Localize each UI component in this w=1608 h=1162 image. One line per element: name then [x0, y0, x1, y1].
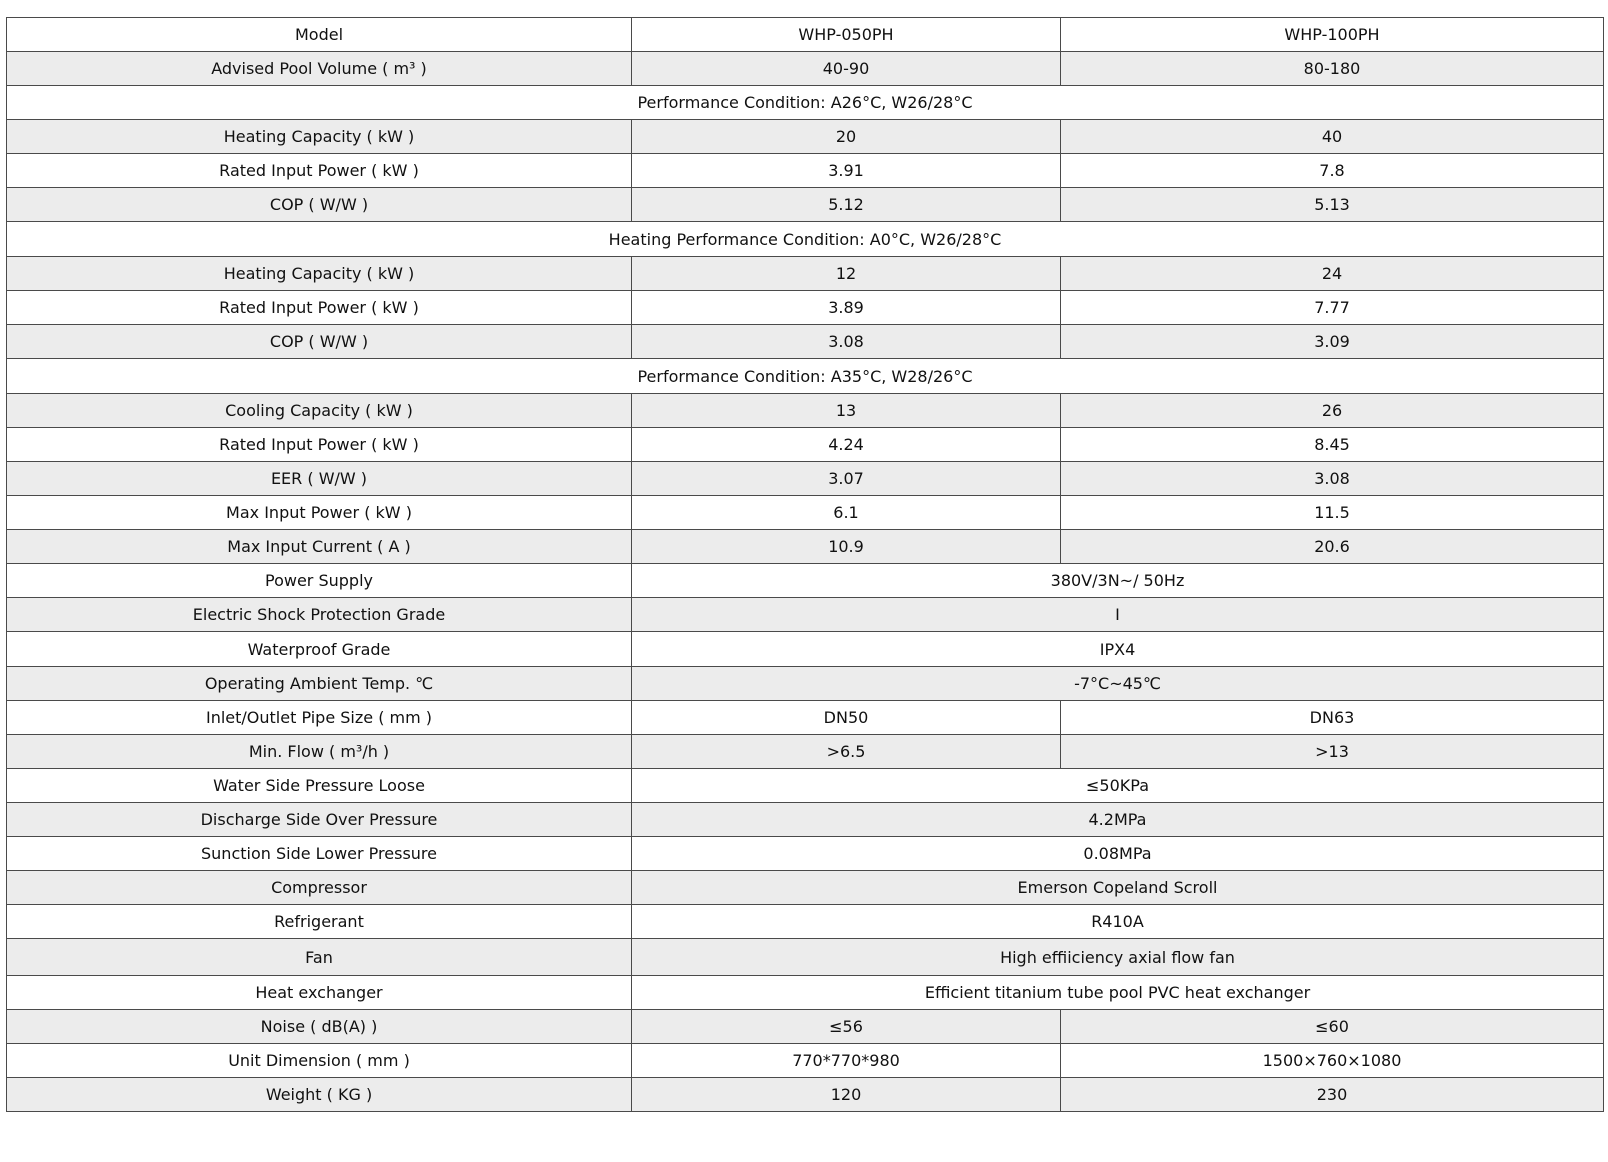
spec-label-cell: Compressor: [7, 871, 632, 905]
spec-row: [7, 1078, 1604, 1112]
spec-value-cell: >6.5: [632, 735, 1061, 769]
spec-row: [7, 905, 1604, 939]
spec-row: [7, 496, 1604, 530]
spec-row: [7, 428, 1604, 462]
spec-label-cell: Inlet/Outlet Pipe Size ( mm ): [7, 701, 632, 735]
spec-label-cell: Unit Dimension ( mm ): [7, 1044, 632, 1078]
spec-row: [7, 1010, 1604, 1044]
spec-value-cell: 8.45: [1061, 428, 1604, 462]
spec-label-cell: Operating Ambient Temp. ℃: [7, 667, 632, 701]
spec-label-cell: Discharge Side Over Pressure: [7, 803, 632, 837]
spec-shared-value-cell: 4.2MPa: [632, 803, 1604, 837]
spec-label-cell: COP ( W/W ): [7, 325, 632, 359]
spec-label-cell: Sunction Side Lower Pressure: [7, 837, 632, 871]
section-title-cell: Performance Condition: A35°C, W28/26°C: [7, 359, 1604, 394]
spec-value-cell: 20: [632, 120, 1061, 154]
spec-value-cell: >13: [1061, 735, 1604, 769]
spec-value-cell: 40-90: [632, 52, 1061, 86]
spec-value-cell: 1500×760×1080: [1061, 1044, 1604, 1078]
spec-label-cell: Rated Input Power ( kW ): [7, 291, 632, 325]
spec-label-cell: Water Side Pressure Loose: [7, 769, 632, 803]
spec-value-cell: 4.24: [632, 428, 1061, 462]
spec-label-cell: Power Supply: [7, 564, 632, 598]
spec-value-cell: 12: [632, 257, 1061, 291]
spec-label-cell: Cooling Capacity ( kW ): [7, 394, 632, 428]
spec-value-cell: 5.12: [632, 188, 1061, 222]
spec-value-cell: 6.1: [632, 496, 1061, 530]
spec-label-cell: EER ( W/W ): [7, 462, 632, 496]
spec-label-cell: Rated Input Power ( kW ): [7, 428, 632, 462]
spec-label-cell: Fan: [7, 939, 632, 976]
spec-row: [7, 803, 1604, 837]
spec-label-cell: Max Input Power ( kW ): [7, 496, 632, 530]
spec-row: [7, 257, 1604, 291]
spec-value-cell: 770*770*980: [632, 1044, 1061, 1078]
section-header-row: [7, 359, 1604, 394]
spec-value-cell: 5.13: [1061, 188, 1604, 222]
spec-table-body: [7, 18, 1604, 1112]
spec-value-cell: 20.6: [1061, 530, 1604, 564]
section-header-row: [7, 222, 1604, 257]
spec-value-cell: ≤60: [1061, 1010, 1604, 1044]
spec-row: [7, 939, 1604, 976]
spec-label-cell: Heating Capacity ( kW ): [7, 257, 632, 291]
spec-value-cell: 3.91: [632, 154, 1061, 188]
spec-label-cell: Min. Flow ( m³/h ): [7, 735, 632, 769]
spec-row: [7, 667, 1604, 701]
spec-value-cell: 3.09: [1061, 325, 1604, 359]
spec-row: [7, 394, 1604, 428]
spec-value-cell: 10.9: [632, 530, 1061, 564]
spec-row: [7, 530, 1604, 564]
spec-value-cell: 3.08: [1061, 462, 1604, 496]
spec-row: [7, 291, 1604, 325]
spec-label-cell: Weight ( KG ): [7, 1078, 632, 1112]
spec-value-cell: 120: [632, 1078, 1061, 1112]
spec-row: [7, 871, 1604, 905]
spec-value-cell: 7.77: [1061, 291, 1604, 325]
spec-shared-value-cell: IPX4: [632, 632, 1604, 667]
spec-value-cell: 7.8: [1061, 154, 1604, 188]
section-title-cell: Heating Performance Condition: A0°C, W26/28°C: [7, 222, 1604, 257]
spec-row: [7, 769, 1604, 803]
spec-row: [7, 52, 1604, 86]
model-name-cell: WHP-050PH: [632, 18, 1061, 52]
spec-row: [7, 598, 1604, 632]
spec-row: [7, 120, 1604, 154]
spec-row: [7, 837, 1604, 871]
spec-shared-value-cell: High effiiciency axial flow fan: [632, 939, 1604, 976]
spec-label-cell: Electric Shock Protection Grade: [7, 598, 632, 632]
spec-row: [7, 1044, 1604, 1078]
spec-value-cell: 13: [632, 394, 1061, 428]
spec-label-cell: Advised Pool Volume ( m³ ): [7, 52, 632, 86]
section-title-cell: Performance Condition: A26°C, W26/28°C: [7, 86, 1604, 120]
section-header-row: [7, 86, 1604, 120]
header-label-cell: Model: [7, 18, 632, 52]
spec-shared-value-cell: Emerson Copeland Scroll: [632, 871, 1604, 905]
spec-value-cell: 80-180: [1061, 52, 1604, 86]
spec-shared-value-cell: Efficient titanium tube pool PVC heat exchanger: [632, 976, 1604, 1010]
spec-value-cell: 3.89: [632, 291, 1061, 325]
spec-value-cell: 11.5: [1061, 496, 1604, 530]
spec-row: [7, 462, 1604, 496]
spec-shared-value-cell: ≤50KPa: [632, 769, 1604, 803]
spec-value-cell: 26: [1061, 394, 1604, 428]
model-name-cell: WHP-100PH: [1061, 18, 1604, 52]
spec-table: [6, 17, 1604, 1112]
spec-row: [7, 735, 1604, 769]
spec-value-cell: DN50: [632, 701, 1061, 735]
spec-shared-value-cell: -7°C~45℃: [632, 667, 1604, 701]
spec-label-cell: Heating Capacity ( kW ): [7, 120, 632, 154]
spec-row: [7, 976, 1604, 1010]
spec-value-cell: DN63: [1061, 701, 1604, 735]
spec-row: [7, 154, 1604, 188]
spec-label-cell: Refrigerant: [7, 905, 632, 939]
spec-label-cell: Max Input Current ( A ): [7, 530, 632, 564]
header-row: [7, 18, 1604, 52]
spec-label-cell: Heat exchanger: [7, 976, 632, 1010]
spec-shared-value-cell: R410A: [632, 905, 1604, 939]
spec-row: [7, 188, 1604, 222]
spec-label-cell: Waterproof Grade: [7, 632, 632, 667]
spec-value-cell: ≤56: [632, 1010, 1061, 1044]
spec-row: [7, 564, 1604, 598]
spec-label-cell: COP ( W/W ): [7, 188, 632, 222]
spec-value-cell: 40: [1061, 120, 1604, 154]
spec-shared-value-cell: 0.08MPa: [632, 837, 1604, 871]
spec-shared-value-cell: 380V/3N~/ 50Hz: [632, 564, 1604, 598]
spec-label-cell: Rated Input Power ( kW ): [7, 154, 632, 188]
spec-value-cell: 230: [1061, 1078, 1604, 1112]
spec-row: [7, 701, 1604, 735]
spec-shared-value-cell: I: [632, 598, 1604, 632]
spec-value-cell: 3.08: [632, 325, 1061, 359]
spec-row: [7, 632, 1604, 667]
spec-value-cell: 3.07: [632, 462, 1061, 496]
spec-value-cell: 24: [1061, 257, 1604, 291]
spec-row: [7, 325, 1604, 359]
spec-label-cell: Noise ( dB(A) ): [7, 1010, 632, 1044]
